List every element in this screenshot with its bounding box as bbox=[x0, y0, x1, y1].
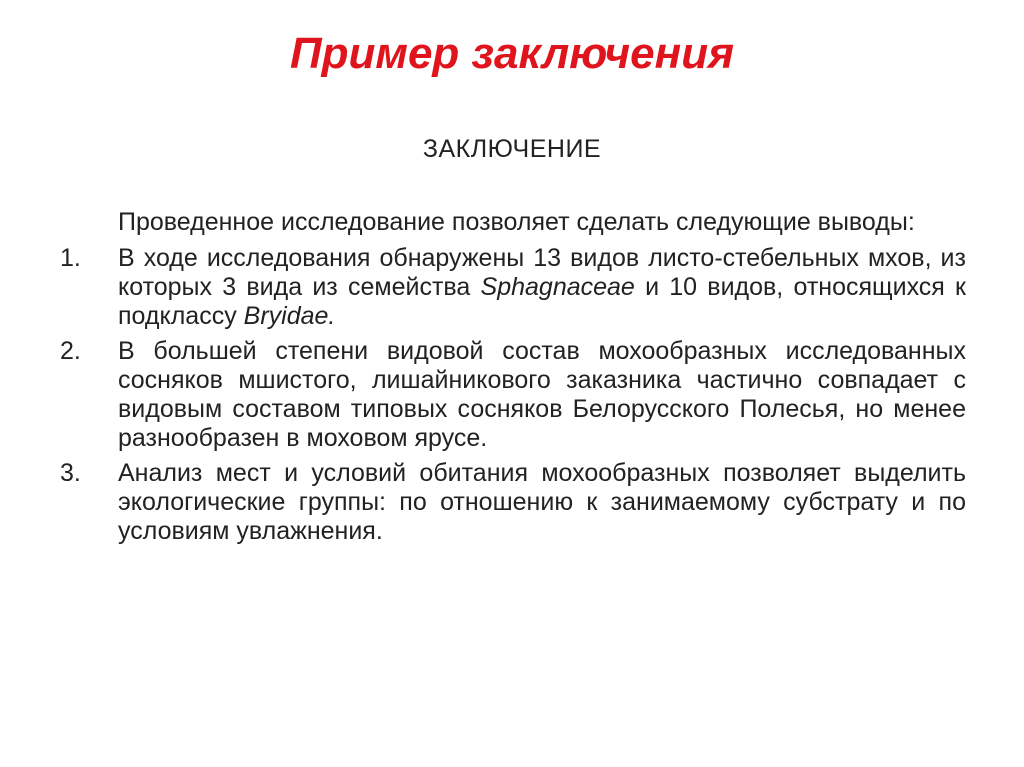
list-item-text: В большей степени видовой состав мохообразных исследованных сосняков мшистого, лишайникового заказника частично совпадает с видовым составом типовых сосняков Белорусского Полесья, но менее разнообразен в моховом ярусе. bbox=[118, 337, 966, 452]
list-item-3 bbox=[60, 459, 966, 546]
latin-name-sphagnaceae: Sphagnaceae bbox=[480, 273, 635, 301]
slide-title: Пример заключения bbox=[290, 29, 734, 78]
list-item-number: 1. bbox=[60, 244, 81, 272]
list-item-2 bbox=[60, 337, 966, 453]
list-item-number: 2. bbox=[60, 337, 81, 365]
list-item-1 bbox=[60, 244, 966, 331]
section-heading: ЗАКЛЮЧЕНИЕ bbox=[422, 135, 602, 163]
intro-paragraph: Проведенное исследование позволяет сделать следующие выводы: bbox=[118, 208, 915, 236]
list-item-text: Анализ мест и условий обитания мохообразных позволяет выделить экологические группы: по отношению к занимаемому субстрату и по условиям увлажнения. bbox=[118, 459, 966, 545]
list-item-text bbox=[118, 244, 966, 331]
text-segment: и 10 видов, относящихся к подклассу bbox=[118, 273, 966, 330]
text-segment: В ходе исследования обнаружены 13 видов листо-стебельных мхов, из которых 3 вида из семейства bbox=[118, 244, 966, 301]
list-item-number: 3. bbox=[60, 459, 81, 487]
conclusions-list bbox=[60, 244, 966, 546]
conclusion-body bbox=[60, 208, 966, 552]
latin-name-bryidae: Bryidae. bbox=[243, 302, 336, 330]
